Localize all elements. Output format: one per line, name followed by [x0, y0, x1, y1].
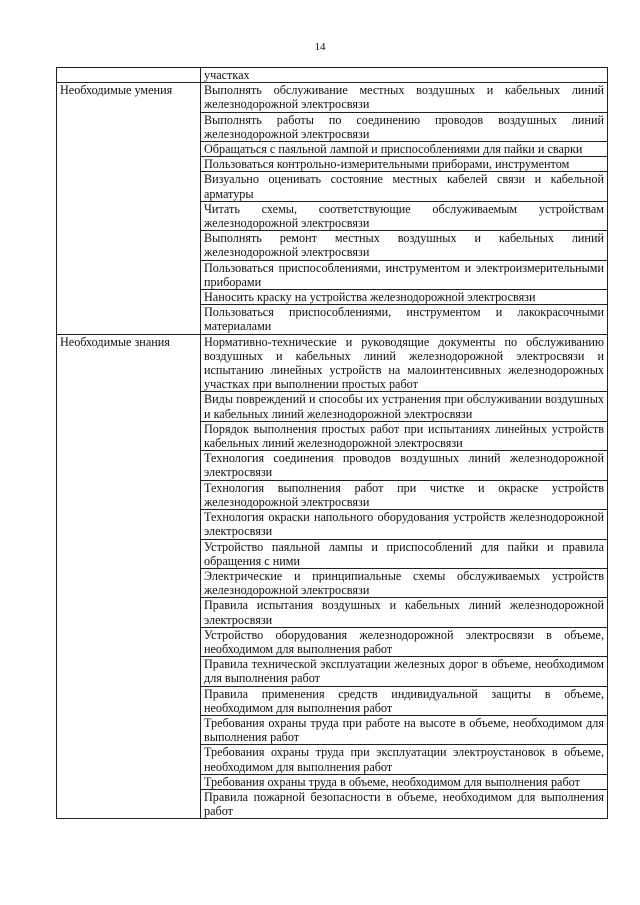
page-number: 14: [314, 41, 326, 53]
requirement-item: Технология соединения проводов воздушных линий железнодорожной электросвязи: [201, 451, 608, 480]
requirement-item: Технология выполнения работ при чистке и окраске устройств железнодорожной электросвязи: [201, 480, 608, 509]
requirement-item: участках: [201, 68, 608, 83]
requirement-item: Нормативно-технические и руководящие документы по обслуживанию воздушных и кабельных линий железнодорожной электросвязи и испытанию линейных устройств на малоинтенсивных железнодорожных участках при выполнении простых работ: [201, 334, 608, 392]
requirement-item: Правила испытания воздушных и кабельных линий железнодорожной электросвязи: [201, 598, 608, 627]
requirement-item: Требования охраны труда при эксплуатации электроустановок в объеме, необходимом для выполнения работ: [201, 745, 608, 774]
requirement-item: Наносить краску на устройства железнодорожной электросвязи: [201, 290, 608, 305]
requirement-item: Правила пожарной безопасности в объеме, необходимом для выполнения работ: [201, 789, 608, 818]
requirement-item: Устройство оборудования железнодорожной электросвязи в объеме, необходимом для выполнения работ: [201, 627, 608, 656]
requirement-item: Виды повреждений и способы их устранения при обслуживании воздушных и кабельных линий железнодорожной электросвязи: [201, 392, 608, 421]
requirement-item: Обращаться с паяльной лампой и приспособлениями для пайки и сварки: [201, 142, 608, 157]
continuation-label-cell: [57, 68, 201, 83]
requirement-item: Электрические и принципиальные схемы обслуживаемых устройств железнодорожной электросвязи: [201, 568, 608, 597]
requirement-item: Выполнять ремонт местных воздушных и кабельных линий железнодорожной электросвязи: [201, 231, 608, 260]
requirement-item: Правила технической эксплуатации железных дорог в объеме, необходимом для выполнения работ: [201, 657, 608, 686]
requirement-item: Выполнять обслуживание местных воздушных и кабельных линий железнодорожной электросвязи: [201, 83, 608, 112]
table-row: [57, 83, 608, 112]
requirement-item: Требования охраны труда в объеме, необходимом для выполнения работ: [201, 774, 608, 789]
requirements-table: [56, 67, 608, 819]
requirement-item: Правила применения средств индивидуальной защиты в объеме, необходимом для выполнения работ: [201, 686, 608, 715]
section-heading: Необходимые знания: [57, 334, 201, 819]
table-row: [57, 334, 608, 392]
requirement-item: Пользоваться приспособлениями, инструментом и электроизмерительными приборами: [201, 260, 608, 289]
requirement-item: Визуально оценивать состояние местных кабелей связи и кабельной арматуры: [201, 172, 608, 201]
requirement-item: Читать схемы, соответствующие обслуживаемым устройствам железнодорожной электросвязи: [201, 201, 608, 230]
requirement-item: Пользоваться контрольно-измерительными приборами, инструментом: [201, 157, 608, 172]
requirement-item: Порядок выполнения простых работ при испытаниях линейных устройств кабельных линий железнодорожной электросвязи: [201, 421, 608, 450]
section-heading: Необходимые умения: [57, 83, 201, 334]
requirement-item: Технология окраски напольного оборудования устройств железнодорожной электросвязи: [201, 510, 608, 539]
requirement-item: Требования охраны труда при работе на высоте в объеме, необходимом для выполнения работ: [201, 715, 608, 744]
requirement-item: Устройство паяльной лампы и приспособлений для пайки и правила обращения с ними: [201, 539, 608, 568]
requirement-item: Выполнять работы по соединению проводов воздушных линий железнодорожной электросвязи: [201, 112, 608, 141]
requirement-item: Пользоваться приспособлениями, инструментом и лакокрасочными материалами: [201, 305, 608, 334]
table-row: [57, 68, 608, 83]
requirements-table-body: [57, 68, 608, 819]
